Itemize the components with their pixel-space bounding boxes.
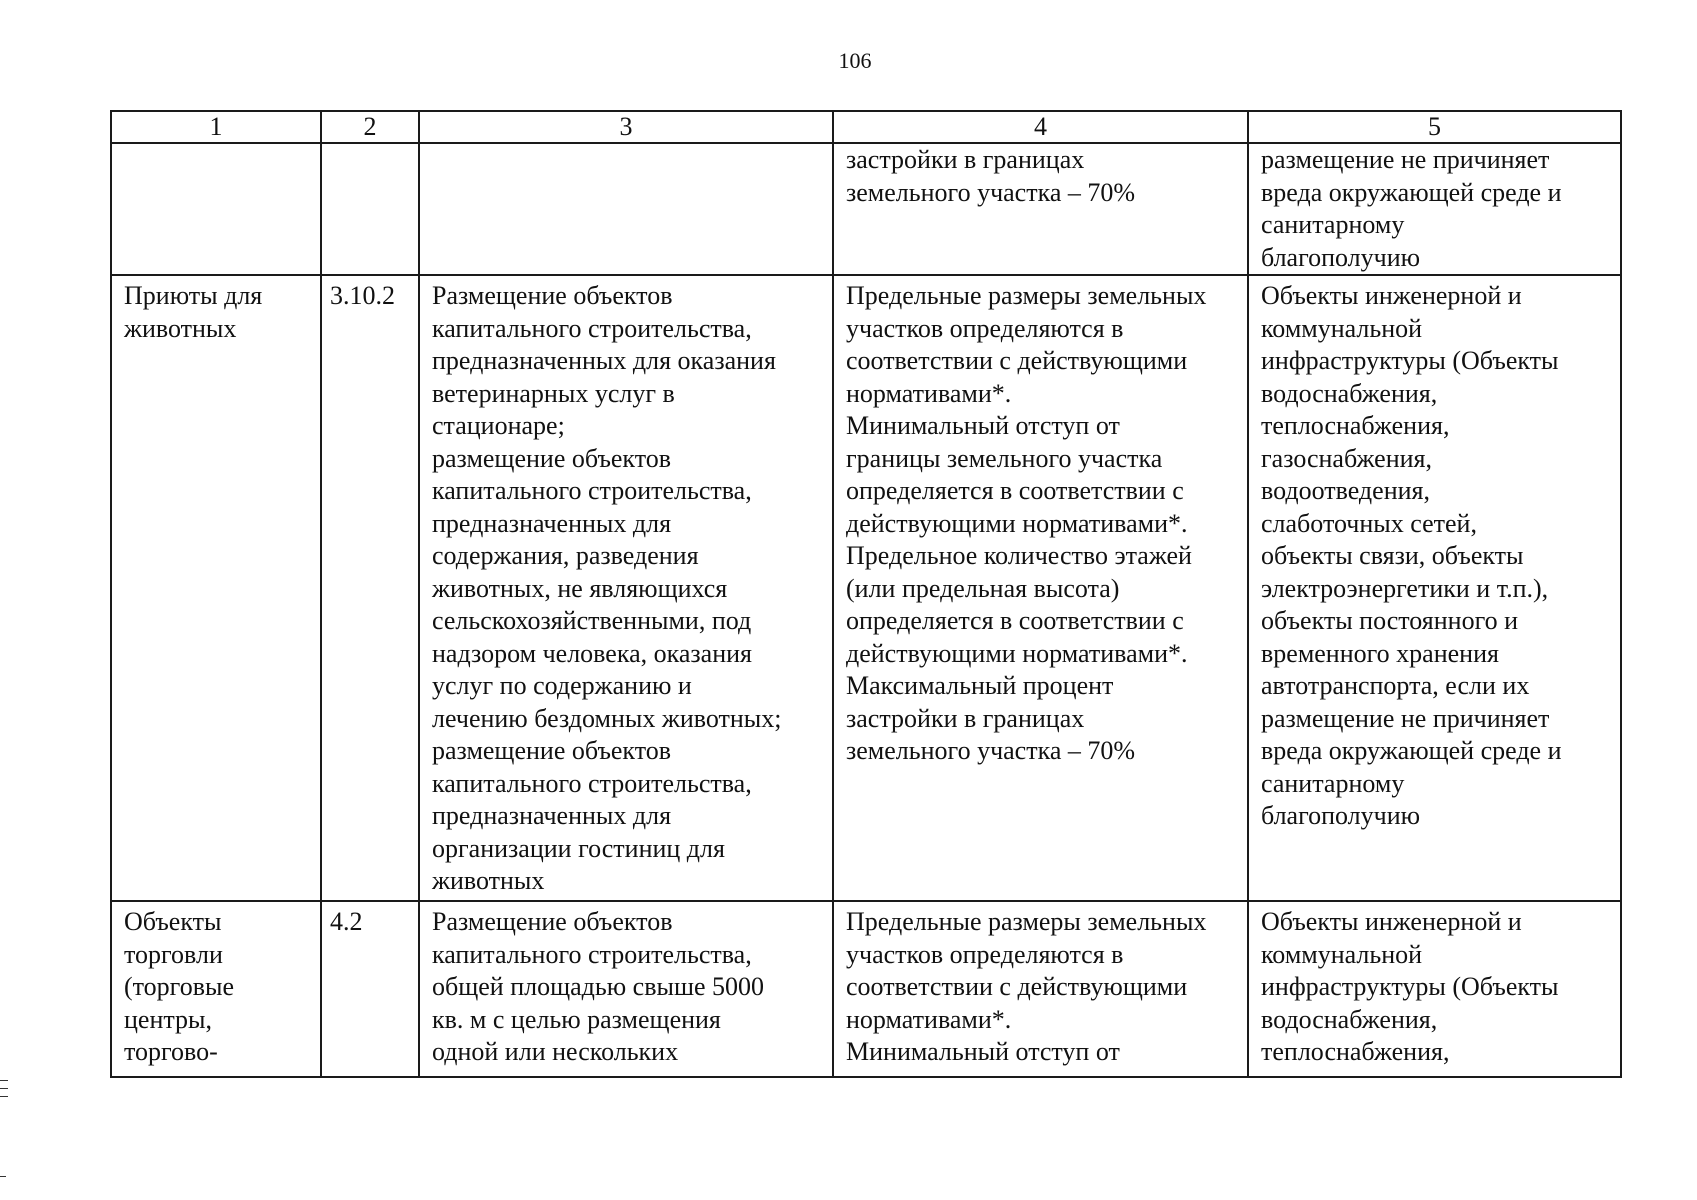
table-cell-description <box>419 143 833 275</box>
table-cell-description: Размещение объектов капитального строительства, общей площадью свыше 5000 кв. м с целью размещения одной или нескольких <box>419 901 833 1077</box>
table-cell-auxiliary-uses: Объекты инженерной и коммунальной инфраструктуры (Объекты водоснабжения, теплоснабжения, газоснабжения, водоотведения, слаботочных сетей, объекты связи, объекты электроэнергетики и т.п.), объекты постоянного и временного хранения автотранспорта, если их размещение не причиняет вреда окружающей среде и санитарному благополучию <box>1248 275 1621 901</box>
column-header-3: 3 <box>419 111 833 143</box>
column-header-5: 5 <box>1248 111 1621 143</box>
table-cell-parameters: застройки в границах земельного участка – 70% <box>833 143 1248 275</box>
table-header-row <box>111 111 1621 143</box>
table-cell-code <box>321 143 419 275</box>
table-cell-parameters: Предельные размеры земельных участков определяются в соответствии с действующими нормативами*. Минимальный отступ от границы земельного участка определяется в соответствии с действующими нормативами*. Предельное количество этажей (или предельная высота) определяется в соответствии с действующими нормативами*. Максимальный процент застройки в границах земельного участка – 70% <box>833 275 1248 901</box>
table-row <box>111 143 1621 275</box>
scan-margin-mark <box>0 1080 8 1082</box>
column-header-1: 1 <box>111 111 321 143</box>
table-cell-description: Размещение объектов капитального строительства, предназначенных для оказания ветеринарных услуг в стационаре; размещение объектов капитального строительства, предназначенных для содержания, разведения животных, не являющихся сельскохозяйственными, под надзором человека, оказания услуг по содержанию и лечению бездомных животных; размещение объектов капитального строительства, предназначенных для организации гостиниц для животных <box>419 275 833 901</box>
table-cell-auxiliary-uses: Объекты инженерной и коммунальной инфраструктуры (Объекты водоснабжения, теплоснабжения, <box>1248 901 1621 1077</box>
table-cell-parameters: Предельные размеры земельных участков определяются в соответствии с действующими нормативами*. Минимальный отступ от <box>833 901 1248 1077</box>
table-cell-name: Приюты для животных <box>111 275 321 901</box>
table-cell-code: 4.2 <box>321 901 419 1077</box>
scan-margin-mark <box>0 1176 6 1178</box>
table-row <box>111 901 1621 1077</box>
table-cell-name: Объекты торговли (торговые центры, торгово- <box>111 901 321 1077</box>
scan-margin-mark <box>0 1096 8 1098</box>
column-header-2: 2 <box>321 111 419 143</box>
column-header-4: 4 <box>833 111 1248 143</box>
page-number: 106 <box>838 48 872 73</box>
table-cell-auxiliary-uses: размещение не причиняет вреда окружающей среде и санитарному благополучию <box>1248 143 1621 275</box>
document-table <box>110 110 1622 1078</box>
table-cell-code: 3.10.2 <box>321 275 419 901</box>
table-cell-name <box>111 143 321 275</box>
scan-margin-mark <box>0 1088 8 1090</box>
table-row <box>111 275 1621 901</box>
